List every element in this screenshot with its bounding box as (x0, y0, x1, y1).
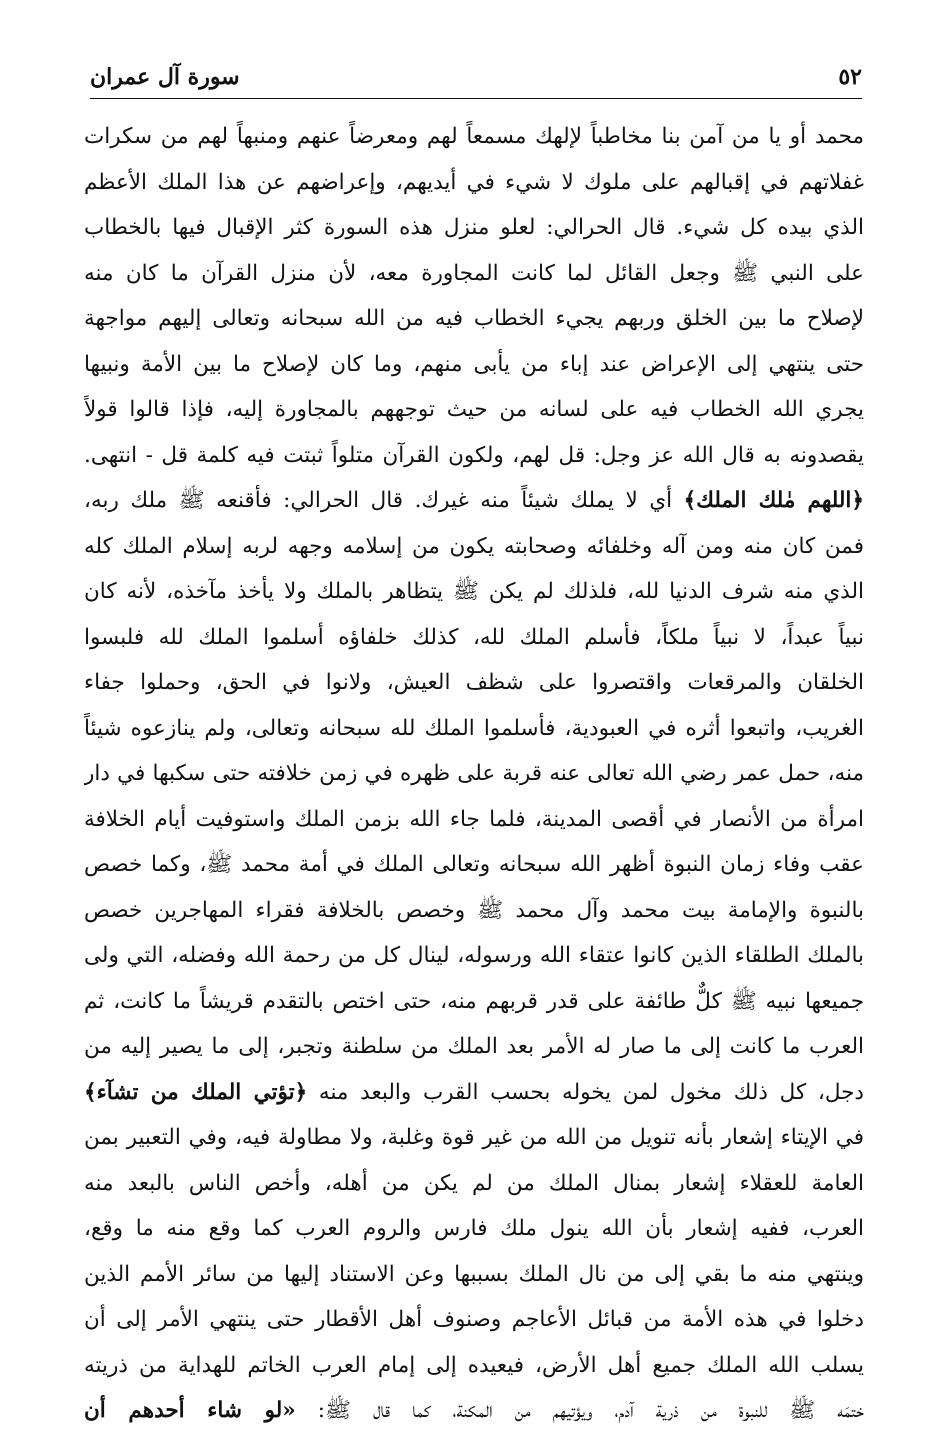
text-line (84, 342, 864, 388)
line-text: منه، حمل عمر رضي الله تعالى عنه قربة على ظهره في زمن خلافته حتى سكبها في دار (84, 761, 864, 786)
text-line (84, 615, 864, 661)
line-text: الخلقان والمرقعات واقتصروا على شظف العيش، ولانوا في الحق، وحملوا جفاء (84, 670, 864, 695)
line-text: الذي بيده كل شيء. قال الحرالي: لعلو منزل هذه السورة كثر الإقبال فيها بالخطاب (84, 215, 864, 240)
text-line (84, 1115, 864, 1161)
text-line (84, 387, 864, 433)
page-number: ٥٢ (838, 64, 862, 90)
text-line (84, 1070, 864, 1116)
text-line (84, 433, 864, 479)
text-line (84, 797, 864, 843)
line-text: العامة للعقلاء إشعار بمنال الملك من لم يكن من أهله، وأخص الناس بالبعد منه (84, 1170, 864, 1196)
line-text: العرب، ففيه إشعار بأن الله ينول ملك فارس والروم العرب كما وقع منه ما وقع، (84, 1216, 864, 1241)
hadith-quote: «لو شاء أحدهم أن (84, 1398, 296, 1423)
line-text: نبياً عبداً، لا نبياً ملكاً، فأسلم الملك لله، كذلك خلفاؤه أسلموا الملك لله فلبسوا (84, 624, 864, 650)
text-line (84, 933, 864, 979)
running-title: سورة آل عمران (90, 64, 240, 90)
text-line (84, 1024, 864, 1070)
line-text: يقصدونه به قال الله عز وجل: قل لهم، ولكون القرآن متلواً ثبتت فيه كلمة قل - انتهى. (84, 442, 864, 468)
text-line (84, 1297, 864, 1343)
text-line (84, 524, 864, 570)
line-text: الذي منه شرف الدنيا لله، فلذلك لم يكن ﷺ يتظاهر بالملك ولا يأخذ مآخذه، لأنه كان (84, 579, 864, 604)
line-text: على النبي ﷺ وجعل القائل لما كانت المجاورة معه، لأن منزل القرآن ما كان منه (84, 260, 864, 286)
line-text: دخلوا في هذه الأمة من قبائل الأعاجم وصنوف أهل الأقطار حتى ينتهي الأمر إلى أن (84, 1307, 864, 1332)
line-text: العرب ما كانت إلى ما صار له الأمر بعد الملك من سلطنة وتجبر، إلى ما يصير إليه من (84, 1034, 864, 1059)
line-text: امرأة من الأنصار في أقصى المدينة، فلما جاء الله بزمن الملك واستوفيت أيام الخلافة (84, 806, 864, 832)
line-text: لإصلاح ما بين الخلق وربهم يجيء الخطاب فيه من الله سبحانه وتعالى إليهم مواجهة (84, 306, 864, 331)
line-text: دجل، كل ذلك مخول لمن يخوله بحسب القرب والبعد منه (307, 1079, 864, 1105)
text-line (84, 979, 864, 1025)
line-text: وينتهي منه ما بقي إلى من نال الملك بسببها وعن الاستناد إليها من سائر الأمم الذين (84, 1261, 864, 1287)
line-text: فمن كان منه ومن آله وخلفائه وصحابته يكون من إسلامه وجهه لربه إسلام الملك كله (84, 533, 864, 559)
text-line (84, 296, 864, 342)
line-text: حتى ينتهي إلى الإعراض عند إباء من يأبى منهم، وما كان لإصلاح ما بين الأمة ونبيها (84, 351, 864, 377)
line-text: بالملك الطلقاء الذين كانوا عتقاء الله ورسوله، لينال كل من رحمة الله وفضله، التي ولى (84, 943, 864, 968)
line-text: عقب وفاء زمان النبوة أظهر الله سبحانه وتعالى الملك في أمة محمد ﷺ، وكما خصص (84, 852, 864, 877)
text-line (84, 251, 864, 297)
line-text: يجري الله الخطاب فيه على لسانه من حيث توجههم بالمجاورة إليه، فإذا قالوا قولاً (84, 397, 864, 422)
text-line (84, 660, 864, 706)
quran-quote: ﴿تؤتي الملك من تشآء﴾ (84, 1079, 308, 1105)
text-line (84, 1161, 864, 1207)
line-text: جميعها نبيه ﷺ كلٌّ طائفة على قدر قربهم منه، حتى اختص بالتقدم قريشاً ما كانت، ثم (84, 988, 864, 1014)
text-line (84, 888, 864, 934)
body-text (84, 114, 864, 1434)
line-text: بالنبوة والإمامة بيت محمد وآل محمد ﷺ وخصص بالخلافة فقراء المهاجرين خصص (84, 897, 864, 923)
text-line (84, 706, 864, 752)
line-text: الغريب، واتبعوا أثره في العبودية، فأسلموا الملك لله سبحانه وتعالى، ولم ينازعوه شيئاً (84, 715, 864, 741)
text-line (84, 1206, 864, 1252)
line-text: غفلاتهم في إقبالهم على ملوك لا شيء في أيديهم، وإعراضهم عن هذا الملك الأعظم (84, 169, 864, 195)
text-line (84, 1388, 864, 1434)
line-text: محمد أو يا من آمن بنا مخاطباً لإلهك مسمعاً لهم ومعرضاً عنهم ومنبهاً لهم من سكرات (84, 124, 864, 149)
text-line (84, 1343, 864, 1389)
text-line (84, 842, 864, 888)
line-text: أي لا يملك شيئاً منه غيرك. قال الحرالي: فأقنعه ﷺ ملك ربه، (84, 488, 684, 513)
line-text: ختمَه ﷺ للنبوة من ذرية آدم، ويؤتيهم من المكنة، كما قال ﷺ: (295, 1398, 864, 1423)
text-line (84, 114, 864, 160)
page-header (90, 58, 862, 99)
text-line (84, 205, 864, 251)
text-line (84, 569, 864, 615)
text-line (84, 160, 864, 206)
text-line (84, 1252, 864, 1298)
quran-quote: ﴿اللهم مٰلك الملك﴾ (683, 488, 864, 513)
line-text: في الإيتاء إشعار بأنه تنويل من الله من غير قوة وغلبة، ولا مطاولة فيه، وفي التعبير بمن (84, 1125, 864, 1150)
line-text: يسلب الله الملك جميع أهل الأرض، فيعيده إلى إمام العرب الخاتم للهداية من ذريته (84, 1352, 864, 1378)
text-line (84, 478, 864, 524)
text-line (84, 751, 864, 797)
